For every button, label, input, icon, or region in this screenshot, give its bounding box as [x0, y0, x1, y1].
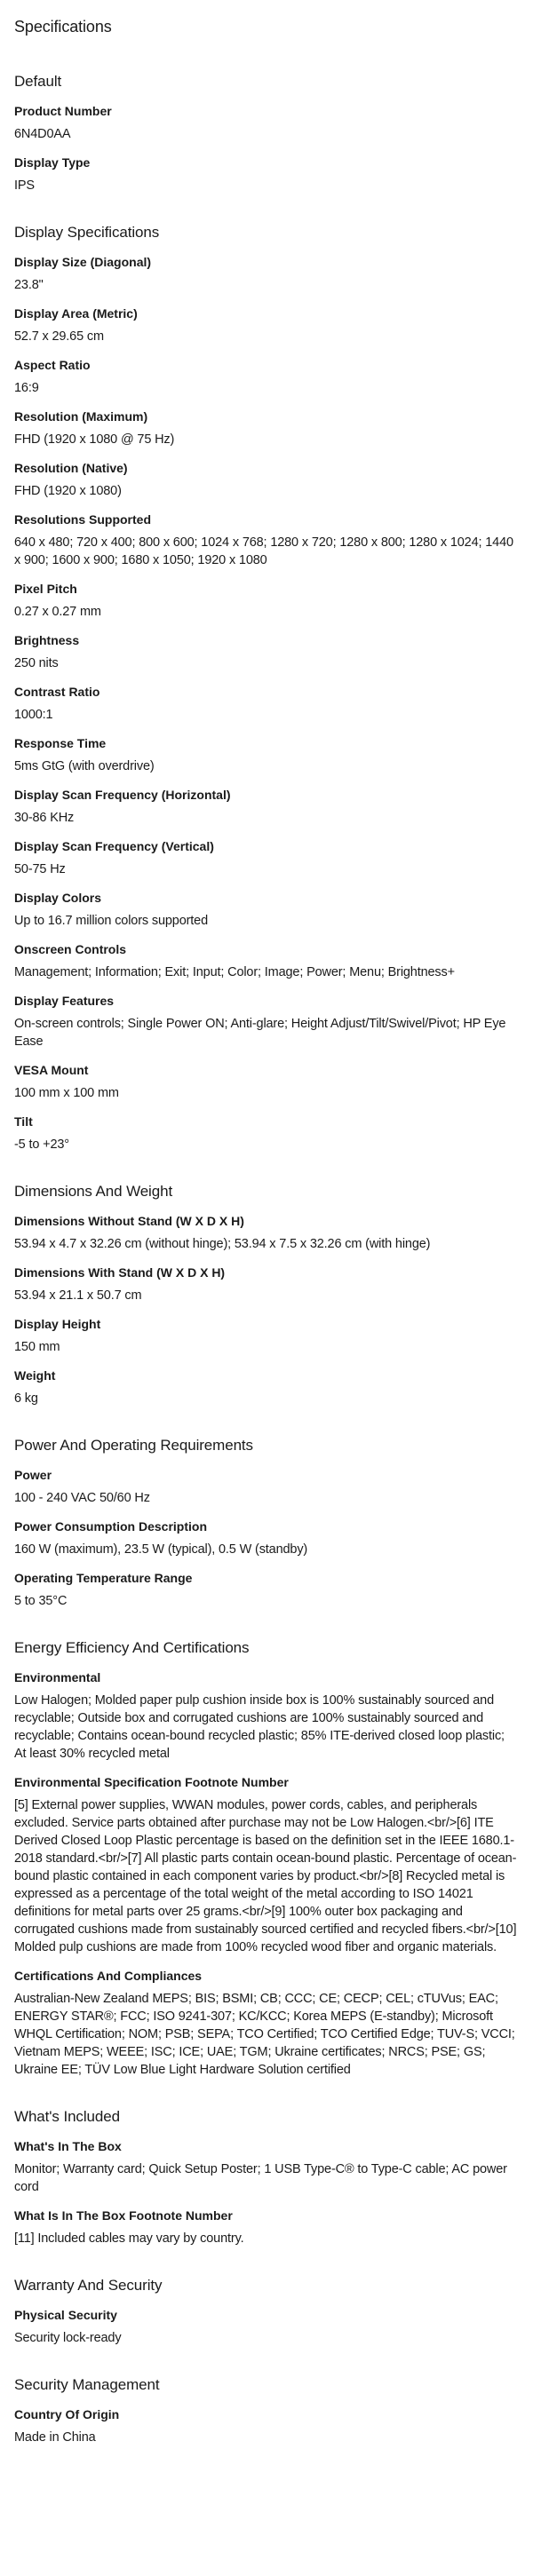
- spec-label: Operating Temperature Range: [14, 1571, 193, 1585]
- spec-value: On-screen controls; Single Power ON; Anti-glare; Height Adjust/Tilt/Swivel/Pivot; HP Eye Ease: [14, 1017, 506, 1049]
- spec-label: Power Consumption Description: [14, 1519, 208, 1534]
- spec-label: Aspect Ratio: [14, 358, 91, 372]
- spec-label: Tilt: [14, 1114, 33, 1129]
- spec-label: Resolutions Supported: [14, 512, 151, 527]
- spec-value: 16:9: [14, 381, 39, 395]
- spec-value: -5 to +23°: [14, 1137, 69, 1152]
- spec-value: Low Halogen; Molded paper pulp cushion inside box is 100% sustainably sourced and recyclable; Outside box and corrugated cushions are 100% sustainably sourced and recyclable; Contains ocean-bound recycled plastic; 85% ITE-derived closed loop plastic; At least 30% recycled metal: [14, 1693, 505, 1761]
- spec-label: Contrast Ratio: [14, 685, 100, 699]
- spec-value: [5] External power supplies, WWAN modules, power cords, cables, and peripherals excluded. Service parts obtained after purchase may not be Low Halogen.<br/>[6] ITE Derived Closed Loop Plastic percentage is based on the definition set in the IEEE 1680.1-2018 standard.<br/>[7] All plastic parts contain ocean-bound plastic. Percentage of ocean-bound plastic contained in each component varies by product.<br/>[8] Recycled metal is expressed as a percentage of the total weight of the metal according to ISO 14021 definitions for metal parts over 25 grams.<br/>[9] 100% outer box packaging and corrugated cushions made from sustainably sourced certified and recycled fibers.<br/>[10] Molded pulp cushions are made from 100% recycled wood fiber and organic materials.: [14, 1798, 517, 1954]
- spec-value: Australian-New Zealand MEPS; BIS; BSMI; CB; CCC; CE; CECP; CEL; cTUVus; EAC; ENERGY STAR®; FCC; ISO 9241-307; KC/KCC; Korea MEPS (E-standby); Microsoft WHQL Certification; NOM; PSB; SEPA; TCO Certified; TCO Certified Edge; TUV-S; VCCI; Vietnam MEPS; WEEE; ISC; ICE; UAE; TGM; Ukraine certificates; NRCS; PSE; GS; Ukraine EE; TÜV Low Blue Light Hardware Solution certified: [14, 1992, 515, 2077]
- spec-value: Up to 16.7 million colors supported: [14, 914, 209, 928]
- spec-label: Display Scan Frequency (Vertical): [14, 839, 214, 853]
- spec-value: 5ms GtG (with overdrive): [14, 759, 155, 773]
- section-security-management: [14, 2374, 519, 2446]
- spec-value: 150 mm: [14, 1340, 60, 1354]
- spec-label: What's In The Box: [14, 2139, 122, 2153]
- spec-value: 53.94 x 21.1 x 50.7 cm: [14, 1288, 142, 1303]
- spec-value: 52.7 x 29.65 cm: [14, 329, 104, 344]
- spec-label: Resolution (Maximum): [14, 409, 148, 424]
- spec-label: Brightness: [14, 633, 80, 647]
- spec-value: 100 mm x 100 mm: [14, 1086, 119, 1100]
- spec-label: Dimensions With Stand (W X D X H): [14, 1265, 226, 1280]
- spec-value: 250 nits: [14, 656, 59, 670]
- spec-sections: [14, 70, 519, 2446]
- spec-value: 30-86 KHz: [14, 811, 75, 825]
- spec-label: Display Area (Metric): [14, 306, 138, 321]
- spec-label: Weight: [14, 1368, 56, 1383]
- spec-value: IPS: [14, 178, 35, 193]
- spec-value: [11] Included cables may vary by country.: [14, 2231, 244, 2246]
- spec-label: Display Size (Diagonal): [14, 255, 152, 269]
- spec-value: 160 W (maximum), 23.5 W (typical), 0.5 W (standby): [14, 1542, 308, 1557]
- spec-label: Country Of Origin: [14, 2407, 120, 2421]
- spec-value: 5 to 35°C: [14, 1594, 68, 1608]
- spec-label: Environmental Specification Footnote Number: [14, 1775, 289, 1789]
- spec-label: Environmental: [14, 1670, 101, 1684]
- section-energy-efficiency-and-certifications: [14, 1637, 519, 2079]
- spec-value: 53.94 x 4.7 x 32.26 cm (without hinge); 53.94 x 7.5 x 32.26 cm (with hinge): [14, 1237, 431, 1251]
- spec-label: VESA Mount: [14, 1063, 89, 1077]
- spec-label: Display Height: [14, 1317, 101, 1331]
- spec-value: 0.27 x 0.27 mm: [14, 605, 101, 619]
- spec-value: 100 - 240 VAC 50/60 Hz: [14, 1491, 150, 1505]
- spec-label: Display Features: [14, 994, 115, 1008]
- spec-label: Pixel Pitch: [14, 582, 77, 596]
- section-what-s-included: [14, 2105, 519, 2247]
- section-title: Display Specifications: [14, 224, 160, 241]
- spec-label: Display Scan Frequency (Horizontal): [14, 788, 231, 802]
- section-title: Dimensions And Weight: [14, 1183, 173, 1200]
- spec-value: FHD (1920 x 1080): [14, 484, 122, 498]
- section-title: Security Management: [14, 2376, 160, 2393]
- spec-label: Display Type: [14, 155, 91, 170]
- spec-value: 1000:1: [14, 708, 53, 722]
- section-title: Power And Operating Requirements: [14, 1437, 253, 1454]
- spec-value: Security lock-ready: [14, 2331, 122, 2345]
- spec-label: Resolution (Native): [14, 461, 128, 475]
- spec-value: FHD (1920 x 1080 @ 75 Hz): [14, 432, 175, 447]
- spec-value: Management; Information; Exit; Input; Color; Image; Power; Menu; Brightness+: [14, 965, 455, 979]
- page-title: Specifications: [14, 18, 112, 36]
- section-title: Energy Efficiency And Certifications: [14, 1639, 250, 1656]
- spec-label: Certifications And Compliances: [14, 1969, 203, 1983]
- section-title: Warranty And Security: [14, 2277, 163, 2294]
- spec-value: 50-75 Hz: [14, 862, 66, 876]
- spec-label: Dimensions Without Stand (W X D X H): [14, 1214, 244, 1228]
- spec-label: Power: [14, 1468, 52, 1482]
- spec-value: 6N4D0AA: [14, 127, 71, 141]
- section-power-and-operating-requirements: [14, 1434, 519, 1610]
- section-title: What's Included: [14, 2108, 120, 2125]
- spec-value: Made in China: [14, 2430, 96, 2445]
- section-warranty-and-security: [14, 2274, 519, 2347]
- section-display-specifications: [14, 221, 519, 1153]
- spec-value: 23.8": [14, 278, 44, 292]
- spec-value: 6 kg: [14, 1391, 38, 1406]
- spec-label: What Is In The Box Footnote Number: [14, 2208, 233, 2223]
- section-default: [14, 70, 519, 194]
- spec-value: 640 x 480; 720 x 400; 800 x 600; 1024 x 768; 1280 x 720; 1280 x 800; 1280 x 1024; 1440 x 900; 1600 x 900; 1680 x 1050; 1920 x 1080: [14, 535, 513, 567]
- spec-value: Monitor; Warranty card; Quick Setup Poster; 1 USB Type-C® to Type-C cable; AC power cord: [14, 2162, 507, 2194]
- spec-label: Response Time: [14, 736, 107, 750]
- section-dimensions-and-weight: [14, 1180, 519, 1407]
- section-title: Default: [14, 73, 62, 90]
- spec-label: Product Number: [14, 104, 112, 118]
- spec-label: Physical Security: [14, 2308, 117, 2322]
- spec-label: Display Colors: [14, 891, 102, 905]
- spec-label: Onscreen Controls: [14, 942, 127, 956]
